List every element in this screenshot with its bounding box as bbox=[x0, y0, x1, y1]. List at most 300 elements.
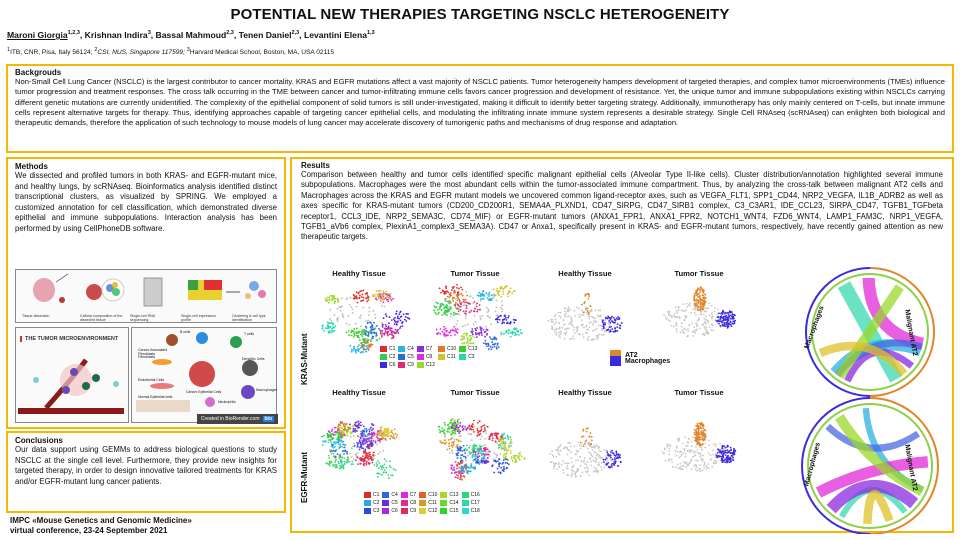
cell-point bbox=[328, 436, 330, 438]
cell-point bbox=[386, 315, 388, 317]
cell-point bbox=[571, 474, 573, 476]
cell-point bbox=[672, 315, 674, 317]
cell-point bbox=[671, 317, 673, 319]
cell-point bbox=[702, 295, 704, 297]
cell-point bbox=[462, 338, 464, 340]
cell-point bbox=[663, 453, 665, 455]
cell-point bbox=[368, 332, 370, 334]
cell-point bbox=[595, 457, 597, 459]
cell-point bbox=[472, 302, 474, 304]
cell-point bbox=[496, 436, 498, 438]
author-affil-sup: 2,3 bbox=[291, 30, 300, 37]
cell-point bbox=[358, 442, 360, 444]
cell-point bbox=[467, 467, 469, 469]
cell-point bbox=[702, 309, 704, 311]
cell-point bbox=[457, 454, 459, 456]
cell-point bbox=[360, 438, 362, 440]
legend-item bbox=[462, 500, 480, 506]
cell-point bbox=[583, 445, 585, 447]
cell-point bbox=[371, 344, 373, 346]
cell-point bbox=[391, 328, 393, 330]
author-list: Maroni Giorgia$^{1,2,3}$, Krishnan Indira$^3$, Bassal Mahmoud$^{2,3}$, Tenen Daniel$^{2,3}$, Levantini Elena$^{1,3}$ bbox=[7, 30, 375, 40]
cell-point bbox=[733, 321, 735, 323]
cell-point bbox=[700, 311, 702, 313]
cell-point bbox=[372, 336, 374, 338]
cell-point bbox=[552, 328, 554, 330]
cell-point bbox=[721, 460, 723, 462]
cell-point bbox=[381, 426, 383, 428]
cell-point bbox=[460, 473, 462, 475]
cell-point bbox=[448, 296, 450, 298]
cell-point bbox=[574, 473, 576, 475]
cell-point bbox=[484, 340, 486, 342]
cell-point bbox=[497, 293, 499, 295]
cell-point bbox=[453, 467, 455, 469]
cell-point bbox=[509, 332, 511, 334]
cell-point bbox=[502, 293, 504, 295]
cell-point bbox=[590, 454, 592, 456]
cell-point bbox=[513, 455, 515, 457]
legend-swatch bbox=[380, 346, 387, 352]
cell-point bbox=[461, 450, 463, 452]
cell-point bbox=[584, 467, 586, 469]
cell-point bbox=[455, 302, 457, 304]
cell-point bbox=[458, 423, 460, 425]
cell-point bbox=[695, 468, 697, 470]
cell-point bbox=[679, 317, 681, 319]
cell-point bbox=[716, 322, 718, 324]
cell-point bbox=[483, 329, 485, 331]
cell-point bbox=[618, 317, 620, 319]
cell-point bbox=[353, 294, 355, 296]
cell-point bbox=[464, 304, 466, 306]
cell-type-label: Macrophages bbox=[256, 388, 278, 392]
cell-point bbox=[470, 428, 472, 430]
cell-point bbox=[382, 450, 384, 452]
cell-point bbox=[680, 468, 682, 470]
cell-point bbox=[371, 429, 373, 431]
cell-point bbox=[508, 333, 510, 335]
cell-point bbox=[681, 326, 683, 328]
cell-point bbox=[462, 325, 464, 327]
cell-point bbox=[500, 467, 502, 469]
cell-point bbox=[461, 342, 463, 344]
cell-point bbox=[457, 457, 459, 459]
legend-swatch bbox=[440, 500, 447, 506]
cell-point bbox=[606, 451, 608, 453]
cell-point bbox=[458, 288, 460, 290]
cell-point bbox=[470, 331, 472, 333]
cell-point bbox=[711, 466, 713, 468]
endothelial-icon bbox=[150, 383, 174, 389]
cell-point bbox=[440, 442, 442, 444]
cell-point bbox=[498, 346, 500, 348]
cell-point bbox=[501, 433, 503, 435]
cell-point bbox=[493, 458, 495, 460]
cell-point bbox=[704, 335, 706, 337]
cell-point bbox=[593, 445, 595, 447]
cell-point bbox=[347, 461, 349, 463]
cell-point bbox=[564, 328, 566, 330]
cell-point bbox=[707, 333, 709, 335]
cell-point bbox=[564, 332, 566, 334]
cell-point bbox=[387, 327, 389, 329]
cell-point bbox=[458, 432, 460, 434]
cell-point bbox=[385, 291, 387, 293]
section-heading: Methods bbox=[15, 162, 48, 171]
cell-point bbox=[710, 329, 712, 331]
cell-point bbox=[604, 449, 606, 451]
legend-swatch bbox=[462, 492, 469, 498]
cell-point bbox=[355, 428, 357, 430]
cell-point bbox=[598, 310, 600, 312]
cell-point bbox=[356, 306, 358, 308]
cell-point bbox=[353, 328, 355, 330]
cell-point bbox=[600, 325, 602, 327]
cell-point bbox=[351, 351, 353, 353]
cell-point bbox=[356, 298, 358, 300]
cell-point bbox=[465, 299, 467, 301]
b-cell-icon bbox=[196, 332, 208, 344]
cell-point bbox=[726, 312, 728, 314]
cell-point bbox=[388, 325, 390, 327]
cell-point bbox=[597, 453, 599, 455]
cell-point bbox=[606, 460, 608, 462]
cell-point bbox=[568, 462, 570, 464]
cell-point bbox=[360, 460, 362, 462]
cell-point bbox=[694, 332, 696, 334]
cell-point bbox=[362, 344, 364, 346]
cell-point bbox=[566, 327, 568, 329]
cell-point bbox=[436, 329, 438, 331]
cell-point bbox=[337, 453, 339, 455]
cell-point bbox=[510, 450, 512, 452]
cell-point bbox=[686, 303, 688, 305]
cell-point bbox=[391, 337, 393, 339]
cell-point bbox=[328, 331, 330, 333]
cell-point bbox=[459, 422, 461, 424]
cell-point bbox=[385, 434, 387, 436]
cell-point bbox=[500, 439, 502, 441]
cell-point bbox=[600, 315, 602, 317]
cell-point bbox=[343, 463, 345, 465]
cell-point bbox=[365, 462, 367, 464]
cell-point bbox=[377, 294, 379, 296]
cell-point bbox=[472, 455, 474, 457]
cell-point bbox=[681, 322, 683, 324]
cell-point bbox=[507, 449, 509, 451]
cell-point bbox=[479, 316, 481, 318]
cell-point bbox=[729, 322, 731, 324]
cell-point bbox=[668, 458, 670, 460]
cell-point bbox=[558, 322, 560, 324]
cell-point bbox=[377, 453, 379, 455]
cell-point bbox=[559, 326, 561, 328]
cell-point bbox=[559, 337, 561, 339]
cell-point bbox=[363, 430, 365, 432]
legend-label: C4 bbox=[391, 492, 398, 498]
cell-point bbox=[563, 472, 565, 474]
cell-point bbox=[725, 454, 727, 456]
cell-point bbox=[495, 310, 497, 312]
cell-point bbox=[465, 291, 467, 293]
cell-point bbox=[454, 304, 456, 306]
cell-point bbox=[466, 445, 468, 447]
cell-point bbox=[382, 435, 384, 437]
cell-point bbox=[703, 333, 705, 335]
cell-point bbox=[484, 427, 486, 429]
cell-point bbox=[481, 293, 483, 295]
cell-point bbox=[408, 317, 410, 319]
cell-point bbox=[501, 435, 503, 437]
cell-point bbox=[501, 308, 503, 310]
cell-point bbox=[690, 312, 692, 314]
cell-point bbox=[489, 317, 491, 319]
cell-point bbox=[566, 474, 568, 476]
cell-point bbox=[451, 445, 453, 447]
tme-figure bbox=[15, 327, 129, 423]
cell-point bbox=[695, 305, 697, 307]
cell-point bbox=[730, 318, 732, 320]
cell-point bbox=[614, 459, 616, 461]
cell-point bbox=[498, 466, 500, 468]
cell-point bbox=[581, 319, 583, 321]
cell-point bbox=[567, 442, 569, 444]
cell-point bbox=[450, 316, 452, 318]
cell-point bbox=[437, 313, 439, 315]
cell-point bbox=[686, 306, 688, 308]
cell-point bbox=[501, 300, 503, 302]
legend-item bbox=[459, 346, 477, 352]
cell-point bbox=[477, 309, 479, 311]
cell-point bbox=[608, 320, 610, 322]
cell-type-label: B cells bbox=[180, 330, 191, 334]
cell-point bbox=[334, 301, 336, 303]
cell-point bbox=[453, 292, 455, 294]
cell-point bbox=[592, 324, 594, 326]
cell-point bbox=[685, 453, 687, 455]
cell-point bbox=[456, 425, 458, 427]
cell-point bbox=[619, 325, 621, 327]
cell-point bbox=[730, 452, 732, 454]
cell-point bbox=[730, 447, 732, 449]
panel-title: Healthy Tissue bbox=[332, 388, 386, 397]
cell-point bbox=[460, 286, 462, 288]
cell-point bbox=[387, 299, 389, 301]
cell-point bbox=[469, 426, 471, 428]
spring-panel bbox=[433, 284, 522, 350]
cell-point bbox=[448, 443, 450, 445]
cell-point bbox=[484, 447, 486, 449]
cell-point bbox=[381, 430, 383, 432]
cell-point bbox=[570, 445, 572, 447]
cell-point bbox=[695, 451, 697, 453]
cell-point bbox=[488, 292, 490, 294]
cell-point bbox=[708, 467, 710, 469]
cell-point bbox=[574, 310, 576, 312]
author-affil-sup: 1,3 bbox=[367, 30, 375, 37]
cell-point bbox=[403, 313, 405, 315]
cell-point bbox=[590, 461, 592, 463]
cell-point bbox=[460, 440, 462, 442]
cell-point bbox=[389, 465, 391, 467]
legend-item bbox=[419, 492, 437, 498]
cell-point bbox=[332, 326, 334, 328]
cell-point bbox=[682, 310, 684, 312]
cell-point bbox=[693, 465, 695, 467]
cell-point bbox=[695, 293, 697, 295]
cell-point bbox=[361, 296, 363, 298]
cell-point bbox=[462, 429, 464, 431]
cell-point bbox=[458, 418, 460, 420]
cell-point bbox=[483, 294, 485, 296]
cell-point bbox=[730, 449, 732, 451]
cell-point bbox=[718, 312, 720, 314]
cell-point bbox=[357, 452, 359, 454]
cell-point bbox=[481, 428, 483, 430]
cell-point bbox=[458, 299, 460, 301]
cell-point bbox=[598, 447, 600, 449]
sequencer-icon bbox=[144, 278, 162, 306]
cell-point bbox=[339, 427, 341, 429]
cell-point bbox=[460, 293, 462, 295]
cell-point bbox=[459, 430, 461, 432]
cell-point bbox=[711, 318, 713, 320]
cell-point bbox=[505, 462, 507, 464]
chord-ribbon bbox=[867, 494, 889, 524]
cell-point bbox=[378, 462, 380, 464]
cell-point bbox=[396, 310, 398, 312]
cell-point bbox=[569, 309, 571, 311]
cell-point bbox=[695, 433, 697, 435]
cell-point bbox=[514, 332, 516, 334]
tme-illustration bbox=[16, 350, 128, 420]
cell-point bbox=[510, 336, 512, 338]
cell-point bbox=[325, 441, 327, 443]
cell-point bbox=[372, 338, 374, 340]
cell-point bbox=[440, 440, 442, 442]
cell-point bbox=[609, 455, 611, 457]
cell-point bbox=[376, 444, 378, 446]
cell-point bbox=[362, 351, 364, 353]
cell-point bbox=[478, 332, 480, 334]
cell-point bbox=[440, 303, 442, 305]
cell-point bbox=[453, 286, 455, 288]
cell-point bbox=[353, 298, 355, 300]
legend-swatch bbox=[401, 508, 408, 514]
cell-point bbox=[499, 453, 501, 455]
cell-point bbox=[360, 425, 362, 427]
cell-point bbox=[611, 466, 613, 468]
cell-point bbox=[720, 316, 722, 318]
cell-point bbox=[668, 447, 670, 449]
cell-point bbox=[359, 295, 361, 297]
cell-point bbox=[362, 447, 364, 449]
cell-point bbox=[472, 330, 474, 332]
cell-point bbox=[477, 294, 479, 296]
cell-point bbox=[394, 428, 396, 430]
cell-point bbox=[344, 428, 346, 430]
cell-point bbox=[493, 472, 495, 474]
cell-point bbox=[360, 342, 362, 344]
cell-point bbox=[328, 455, 330, 457]
cell-point bbox=[362, 339, 364, 341]
cell-point bbox=[360, 300, 362, 302]
cell-point bbox=[329, 326, 331, 328]
cell-point bbox=[516, 328, 518, 330]
cell-point bbox=[382, 437, 384, 439]
cell-point bbox=[496, 290, 498, 292]
cell-point bbox=[493, 289, 495, 291]
cell-point bbox=[479, 455, 481, 457]
cell-point bbox=[350, 331, 352, 333]
cell-point bbox=[387, 434, 389, 436]
cell-point bbox=[443, 442, 445, 444]
cell-point bbox=[705, 323, 707, 325]
cell-point bbox=[580, 475, 582, 477]
cell-point bbox=[577, 470, 579, 472]
cell-point bbox=[489, 455, 491, 457]
cell-point bbox=[466, 464, 468, 466]
cell-point bbox=[570, 457, 572, 459]
cell-point bbox=[373, 310, 375, 312]
cell-point bbox=[478, 460, 480, 462]
cell-point bbox=[445, 328, 447, 330]
cell-point bbox=[340, 459, 342, 461]
cell-point bbox=[370, 427, 372, 429]
cell-point bbox=[454, 334, 456, 336]
cell-point bbox=[333, 296, 335, 298]
cell-point bbox=[486, 307, 488, 309]
cell-point bbox=[479, 309, 481, 311]
tissue-sample-icon bbox=[59, 297, 65, 303]
cell-point bbox=[552, 454, 554, 456]
cell-point bbox=[389, 438, 391, 440]
cell-point bbox=[327, 442, 329, 444]
cell-point bbox=[393, 335, 395, 337]
cell-point bbox=[367, 452, 369, 454]
cell-point bbox=[337, 438, 339, 440]
cell-point bbox=[405, 316, 407, 318]
cell-point bbox=[464, 464, 466, 466]
cell-point bbox=[614, 329, 616, 331]
cell-point bbox=[465, 456, 467, 458]
cell-point bbox=[362, 341, 364, 343]
cell-point bbox=[362, 307, 364, 309]
section-text: Comparison between healthy and tumor cells identified specific malignant epithelial cells (Alveolar Type II-like cells). Cluster distribution/annotation highlighted several immune subpopulations. Macrophages were the most abundant cells within the tumor-associated immune compartment. Thus, by analyzing the cross-talk between malignant AT2 cells and Macrophages across the KRAS and EGFR mutant models we uncovered common ligand-receptor axes, such as VEGFA_FLT1, SPP1_CD44, NRP2_VEGFA, IL1B_ADRB2 as well as axes specific for KRAS-mutant tumors (CD200_CD200R1, SEMA4A_PLXND1, CD47_SIRPG, CD47_SIRB1 complex, C3_C3AR1, IDE_CCL23, SIRPA_CD47, TGFB1_TGFbeta receptor1, CCL3_IDE, NRP2_SEMA3C, CD74_MIF) or EGFR-mutant tumors (ANXA1_FPR1, ANXA1_FPR2, NOTCH1_WNT4, FZD6_WNT4, LAMP1_FAM3C, NRP1_VEGFA, TGFB1_aVb6 complex, PlexinA1_complex3_SEMA3A). CD47 or Anxa1, specifically present in KRAS- and EGFR-mutant tumors, respectively, have recently gained attention as new therapeutic targets. bbox=[301, 170, 943, 242]
cell-point bbox=[696, 470, 698, 472]
cell-point bbox=[437, 309, 439, 311]
cell-point bbox=[699, 328, 701, 330]
cell-point bbox=[333, 465, 335, 467]
cell-point bbox=[454, 433, 456, 435]
legend-item bbox=[419, 500, 437, 506]
cell-point bbox=[494, 452, 496, 454]
cell-point bbox=[507, 434, 509, 436]
cell-point bbox=[476, 336, 478, 338]
cell-point bbox=[562, 319, 564, 321]
cell-point bbox=[682, 303, 684, 305]
cell-point bbox=[721, 458, 723, 460]
cell-point bbox=[700, 427, 702, 429]
cell-point bbox=[492, 439, 494, 441]
cell-point bbox=[358, 420, 360, 422]
cell-point bbox=[463, 445, 465, 447]
legend-label: C6 bbox=[389, 362, 396, 368]
cell-point bbox=[723, 452, 725, 454]
cell-point bbox=[487, 426, 489, 428]
cell-point bbox=[496, 456, 498, 458]
